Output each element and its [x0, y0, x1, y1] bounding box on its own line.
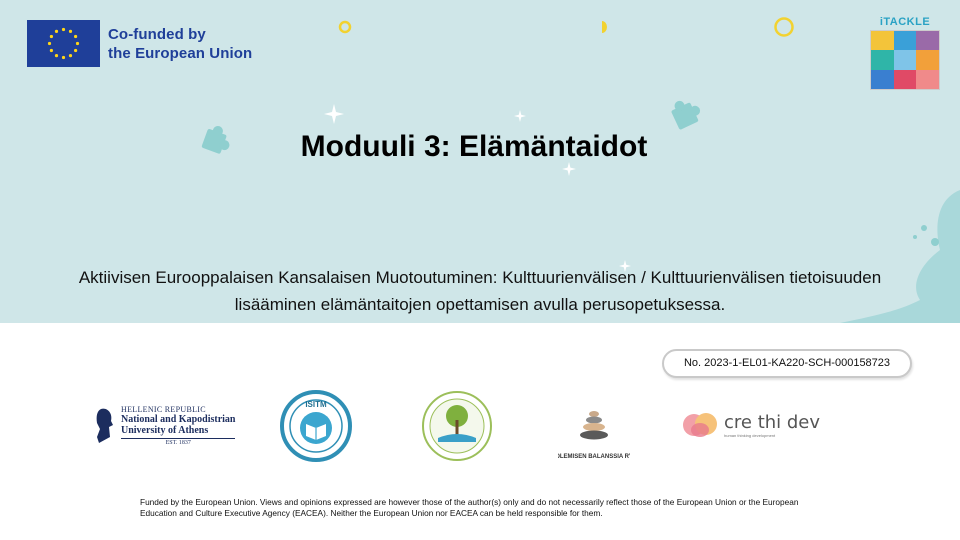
project-number-badge: No. 2023-1-EL01-KA220-SCH-000158723 — [662, 349, 912, 378]
partner-logo-isitm — [280, 390, 352, 462]
sparkle-icon — [562, 162, 576, 176]
page-title: Moduuli 3: Elämäntaidot — [300, 130, 648, 163]
uoa-text — [121, 405, 235, 446]
uoa-line2: National and Kapodistrian — [121, 414, 236, 425]
eu-logo-line1: Co-funded by — [108, 25, 206, 43]
uoa-line4: EST. 1837 — [121, 438, 235, 446]
uoa-line3: University of Athens — [121, 425, 209, 436]
eu-flag-icon — [27, 20, 100, 67]
yellow-half-dot — [600, 21, 608, 33]
itackle-puzzle-icon — [870, 30, 940, 90]
page-subtitle: Aktiivisen Eurooppalaisen Kansalaisen Muotoutuminen: Kulttuurienvälisen / Kulttuurienvälisen tietoisuuden lisääminen elämäntaitojen opettamisen avulla perusopetuksessa. — [78, 268, 882, 314]
itackle-logo — [870, 16, 940, 90]
eu-logo-text — [108, 25, 252, 63]
yellow-ring-small — [338, 20, 352, 34]
balanssia-label: OLEMISEN BALANSSIA RY — [558, 454, 630, 460]
eu-logo-line2: the European Union — [108, 44, 253, 62]
stone-stack-icon — [558, 388, 630, 464]
partner-logo-school — [420, 390, 494, 462]
itackle-logo-label: iTACKLE — [879, 16, 931, 28]
sparkle-icon — [324, 104, 344, 124]
partner-logo-crethidev — [682, 410, 820, 440]
eu-cofunded-logo — [27, 20, 252, 67]
crethidev-tagline: human thinking development — [724, 432, 776, 438]
partner-logo-balanssia — [558, 388, 630, 464]
brain-icon — [682, 410, 718, 440]
sparkle-icon — [514, 110, 526, 122]
athena-head-icon — [95, 407, 115, 445]
partner-logo-uoa — [95, 405, 235, 446]
funding-disclaimer: Funded by the European Union. Views and opinions expressed are however those of the author(s) only and do not necessarily reflect those of the European Union or the European Education and Culture Executive Agency (EACEA). Neither the European Union nor EACEA can be held responsible for them. — [140, 497, 799, 518]
yellow-ring-large — [773, 16, 795, 38]
uoa-line1: HELLENIC REPUBLIC — [121, 405, 206, 414]
crethidev-text — [724, 413, 820, 438]
isitm-label: ISITM — [305, 400, 327, 409]
crethidev-label: cre thi dev — [724, 411, 821, 433]
